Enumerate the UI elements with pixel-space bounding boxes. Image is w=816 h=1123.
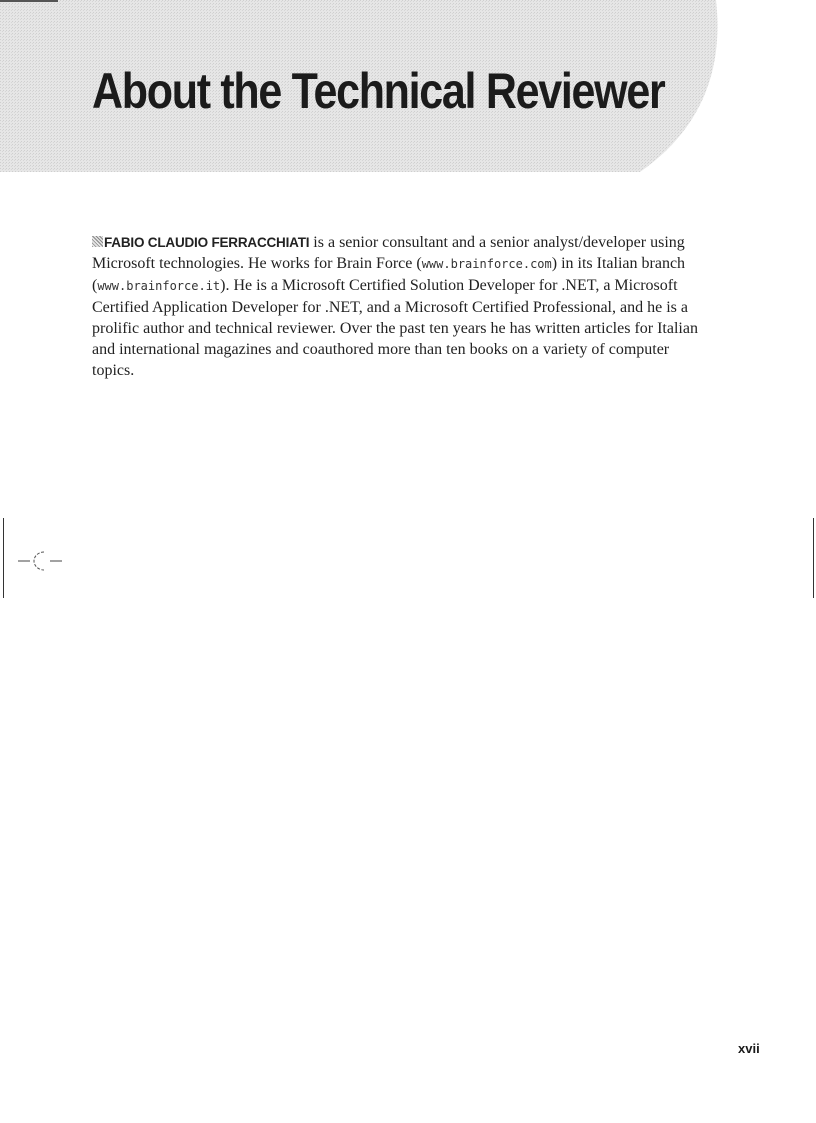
crop-mark [0,0,58,2]
left-margin-rule [3,518,4,598]
page-number: xvii [738,1041,760,1056]
right-margin-rule [813,518,814,598]
registration-mark-icon [16,548,64,574]
bio-text-part-3: ). He is a Microsoft Certified Solution Developer for .NET, a Microsoft Certified Application Developer for .NET, and a Microsoft Certified Professional, and he is a prolific author and technical reviewer. Over the past ten years he has written articles for Italian and international magazines and coauthored more than ten books on a variety of computer topics. [92,277,698,379]
chapter-title: About the Technical Reviewer [92,63,665,119]
bio-bullet-icon [92,236,103,247]
bio-text-part-1: is a senior consultant and a senior analyst/developer using Microsoft technologies. He works for Brain Force ( [92,234,685,272]
reviewer-bio [92,232,704,381]
brainforce-com-url: www.brainforce.com [421,257,552,271]
brainforce-it-url: www.brainforce.it [97,279,221,293]
reviewer-name: FABIO CLAUDIO FERRACCHIATI [104,235,310,250]
bio-text-part-2: ) in its Italian branch ( [92,255,686,294]
